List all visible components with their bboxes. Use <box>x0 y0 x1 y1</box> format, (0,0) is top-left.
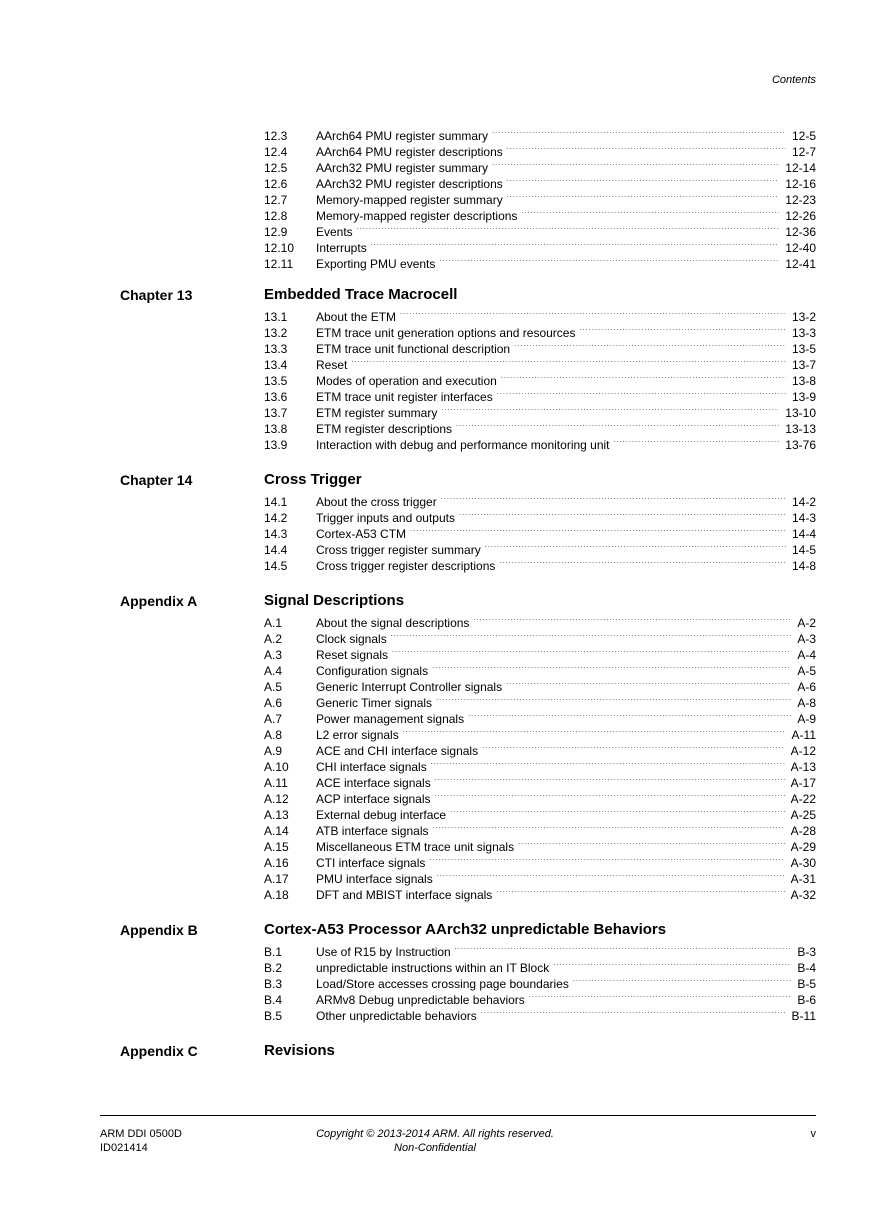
section-title: unpredictable instructions within an IT Block <box>316 961 550 975</box>
toc-entry[interactable] <box>264 988 816 1007</box>
section-title: ETM trace unit functional description <box>316 342 511 356</box>
toc-entry[interactable] <box>264 538 816 557</box>
dot-leader <box>437 867 785 883</box>
dot-leader <box>485 538 786 554</box>
section-page: A-6 <box>797 680 816 694</box>
section-number: 13.4 <box>264 358 288 372</box>
dot-leader <box>501 369 786 385</box>
toc-entry[interactable] <box>264 506 816 525</box>
section-page: A-25 <box>790 808 816 822</box>
footer-doc-ids <box>100 1127 182 1155</box>
toc-entry[interactable] <box>264 490 816 509</box>
running-header: Contents <box>771 74 816 86</box>
dot-leader <box>553 956 791 972</box>
section-page: A-11 <box>791 728 816 742</box>
section-number: A.15 <box>264 840 289 854</box>
section-title: Clock signals <box>316 632 387 646</box>
dot-leader <box>436 691 791 707</box>
section-title: Configuration signals <box>316 664 429 678</box>
toc-entry[interactable] <box>264 305 816 324</box>
dot-leader <box>450 803 785 819</box>
section-page: A-4 <box>797 648 816 662</box>
toc-entry[interactable] <box>264 803 816 822</box>
toc-entry[interactable] <box>264 417 816 436</box>
section-title: CHI interface signals <box>316 760 427 774</box>
section-page: 13-5 <box>791 342 816 356</box>
section-number: A.6 <box>264 696 283 710</box>
section-title: Load/Store accesses crossing page boundaries <box>316 977 569 991</box>
toc-entry[interactable] <box>264 972 816 991</box>
footer-divider <box>100 1115 816 1116</box>
section-page: A-29 <box>790 840 816 854</box>
section-title: Cross trigger register summary <box>316 543 481 557</box>
section-number: A.10 <box>264 760 289 774</box>
section-page: A-8 <box>797 696 816 710</box>
section-number: 13.6 <box>264 390 288 404</box>
section-title: PMU interface signals <box>316 872 433 886</box>
toc-entry[interactable] <box>264 252 816 271</box>
section-number: 12.9 <box>264 225 288 239</box>
section-number: 14.3 <box>264 527 288 541</box>
toc-entry[interactable] <box>264 220 816 239</box>
toc-entry[interactable] <box>264 787 816 806</box>
dot-leader <box>481 1004 786 1020</box>
section-number: 14.5 <box>264 559 288 573</box>
section-number: 13.8 <box>264 422 288 436</box>
section-title: Generic Interrupt Controller signals <box>316 680 503 694</box>
section-number: 12.10 <box>264 241 295 255</box>
chapter-title[interactable]: Revisions <box>264 1042 335 1059</box>
toc-entry[interactable] <box>264 1004 816 1023</box>
section-number: 14.1 <box>264 495 288 509</box>
section-page: 12-23 <box>785 193 816 207</box>
dot-leader <box>435 787 785 803</box>
section-number: 13.9 <box>264 438 288 452</box>
chapter-title[interactable]: Cross Trigger <box>264 471 362 488</box>
dot-leader <box>392 643 791 659</box>
section-page: 12-41 <box>785 257 816 271</box>
dot-leader <box>482 739 785 755</box>
section-title: Modes of operation and execution <box>316 374 497 388</box>
section-page: A-22 <box>790 792 816 806</box>
chapter-title[interactable]: Signal Descriptions <box>264 592 405 609</box>
section-title: Memory-mapped register summary <box>316 193 503 207</box>
section-title: CTI interface signals <box>316 856 426 870</box>
section-page: 13-7 <box>791 358 816 372</box>
dot-leader <box>456 417 779 433</box>
page-number: v <box>810 1128 816 1140</box>
section-number: A.17 <box>264 872 289 886</box>
toc-entry[interactable] <box>264 522 816 541</box>
section-number: B.3 <box>264 977 283 991</box>
dot-leader <box>357 220 780 236</box>
section-title: Interaction with debug and performance monitoring unit <box>316 438 610 452</box>
chapter-label: Chapter 13 <box>120 287 193 303</box>
section-page: 14-2 <box>791 495 816 509</box>
section-page: A-13 <box>790 760 816 774</box>
section-number: B.4 <box>264 993 283 1007</box>
section-page: 13-2 <box>791 310 816 324</box>
section-title: ACP interface signals <box>316 792 431 806</box>
section-page: 12-14 <box>785 161 816 175</box>
section-title: ETM register summary <box>316 406 438 420</box>
section-title: About the ETM <box>316 310 397 324</box>
doc-id: ARM DDI 0500D <box>100 1128 182 1140</box>
dot-leader <box>439 252 779 268</box>
dot-leader <box>492 124 786 140</box>
dot-leader <box>429 851 784 867</box>
section-number: 12.8 <box>264 209 288 223</box>
section-number: A.8 <box>264 728 283 742</box>
section-title: ATB interface signals <box>316 824 429 838</box>
section-number: A.2 <box>264 632 283 646</box>
section-number: A.4 <box>264 664 283 678</box>
section-page: 12-40 <box>785 241 816 255</box>
dot-leader <box>391 627 792 643</box>
dot-leader <box>499 554 786 570</box>
dot-leader <box>435 771 785 787</box>
toc-entry[interactable] <box>264 956 816 975</box>
section-number: A.3 <box>264 648 283 662</box>
toc-entry[interactable] <box>264 819 816 838</box>
dot-leader <box>514 337 786 353</box>
dot-leader <box>441 490 786 506</box>
dot-leader <box>496 883 784 899</box>
section-number: 12.6 <box>264 177 288 191</box>
section-number: 12.7 <box>264 193 288 207</box>
toc-entry[interactable] <box>264 739 816 758</box>
section-number: A.13 <box>264 808 289 822</box>
section-title: AArch64 PMU register summary <box>316 129 489 143</box>
dot-leader <box>403 723 786 739</box>
dot-leader <box>529 988 792 1004</box>
dot-leader <box>507 172 780 188</box>
dot-leader <box>614 433 780 449</box>
dot-leader <box>459 506 786 522</box>
section-page: 12-36 <box>785 225 816 239</box>
toc-entry[interactable] <box>264 172 816 191</box>
section-page: A-31 <box>790 872 816 886</box>
section-page: A-5 <box>797 664 816 678</box>
dot-leader <box>410 522 786 538</box>
section-title: Cross trigger register descriptions <box>316 559 496 573</box>
section-number: 12.4 <box>264 145 288 159</box>
section-page: 13-13 <box>785 422 816 436</box>
section-page: 14-3 <box>791 511 816 525</box>
section-number: 13.2 <box>264 326 288 340</box>
section-number: 13.5 <box>264 374 288 388</box>
section-number: A.12 <box>264 792 289 806</box>
section-page: B-5 <box>797 977 816 991</box>
section-number: A.1 <box>264 616 283 630</box>
toc-entry[interactable] <box>264 204 816 223</box>
section-page: 13-8 <box>791 374 816 388</box>
section-number: 14.4 <box>264 543 288 557</box>
section-page: A-2 <box>797 616 816 630</box>
section-title: Exporting PMU events <box>316 257 436 271</box>
toc-entry[interactable] <box>264 707 816 726</box>
section-page: A-9 <box>797 712 816 726</box>
section-page: 12-7 <box>791 145 816 159</box>
section-title: ETM trace unit register interfaces <box>316 390 493 404</box>
section-page: 13-9 <box>791 390 816 404</box>
dot-leader <box>521 204 779 220</box>
chapter-label: Appendix C <box>120 1043 198 1059</box>
section-title: Memory-mapped register descriptions <box>316 209 518 223</box>
section-page: B-3 <box>797 945 816 959</box>
section-page: 14-5 <box>791 543 816 557</box>
toc-entry[interactable] <box>264 867 816 886</box>
section-page: 12-26 <box>785 209 816 223</box>
section-number: A.9 <box>264 744 283 758</box>
section-title: Cortex-A53 CTM <box>316 527 407 541</box>
toc-entry[interactable] <box>264 675 816 694</box>
dot-leader <box>431 755 785 771</box>
toc-entry[interactable] <box>264 188 816 207</box>
section-page: A-12 <box>790 744 816 758</box>
dot-leader <box>497 385 786 401</box>
toc-entry[interactable] <box>264 385 816 404</box>
section-page: B-11 <box>791 1009 816 1023</box>
chapter-label: Chapter 14 <box>120 472 193 488</box>
toc-entry[interactable] <box>264 771 816 790</box>
toc-entry[interactable] <box>264 691 816 710</box>
section-title: About the cross trigger <box>316 495 437 509</box>
toc-entry[interactable] <box>264 940 816 959</box>
section-page: 12-16 <box>785 177 816 191</box>
toc-entry[interactable] <box>264 337 816 356</box>
toc-entry[interactable] <box>264 723 816 742</box>
section-title: Interrupts <box>316 241 367 255</box>
dot-leader <box>518 835 785 851</box>
dot-leader <box>400 305 786 321</box>
toc-entry[interactable] <box>264 883 816 902</box>
dot-leader <box>473 611 791 627</box>
toc-entry[interactable] <box>264 156 816 175</box>
dot-leader <box>579 321 785 337</box>
confidentiality-notice: Non-Confidential <box>394 1142 476 1154</box>
section-title: ETM trace unit generation options and resources <box>316 326 576 340</box>
section-number: 12.5 <box>264 161 288 175</box>
toc-entry[interactable] <box>264 554 816 573</box>
section-title: ACE interface signals <box>316 776 431 790</box>
dot-leader <box>371 236 780 252</box>
issue-id: ID021414 <box>100 1142 148 1154</box>
footer-legal <box>280 1127 590 1155</box>
section-title: ACE and CHI interface signals <box>316 744 479 758</box>
toc-entry[interactable] <box>264 236 816 255</box>
section-title: Use of R15 by Instruction <box>316 945 451 959</box>
section-title: Reset signals <box>316 648 389 662</box>
chapter-label: Appendix A <box>120 593 198 609</box>
dot-leader <box>507 188 780 204</box>
section-title: L2 error signals <box>316 728 399 742</box>
section-title: Power management signals <box>316 712 465 726</box>
section-title: Other unpredictable behaviors <box>316 1009 477 1023</box>
section-title: Generic Timer signals <box>316 696 433 710</box>
section-page: B-4 <box>797 961 816 975</box>
toc-entry[interactable] <box>264 433 816 452</box>
section-title: AArch32 PMU register summary <box>316 161 489 175</box>
toc-entry[interactable] <box>264 835 816 854</box>
section-page: A-17 <box>790 776 816 790</box>
section-page: B-6 <box>797 993 816 1007</box>
section-number: 13.3 <box>264 342 288 356</box>
toc-entry[interactable] <box>264 353 816 372</box>
section-title: AArch32 PMU register descriptions <box>316 177 503 191</box>
dot-leader <box>468 707 791 723</box>
section-number: 12.3 <box>264 129 288 143</box>
chapter-title[interactable]: Embedded Trace Macrocell <box>264 286 458 303</box>
toc-entry[interactable] <box>264 369 816 388</box>
section-number: 13.1 <box>264 310 288 324</box>
section-page: 14-4 <box>791 527 816 541</box>
section-title: Events <box>316 225 353 239</box>
dot-leader <box>507 140 786 156</box>
dot-leader <box>441 401 779 417</box>
toc-entry[interactable] <box>264 124 816 143</box>
section-title: Reset <box>316 358 348 372</box>
dot-leader <box>432 659 791 675</box>
section-title: About the signal descriptions <box>316 616 470 630</box>
section-title: Trigger inputs and outputs <box>316 511 455 525</box>
section-number: A.11 <box>264 776 288 790</box>
toc-entry[interactable] <box>264 643 816 662</box>
section-page: 13-76 <box>785 438 816 452</box>
toc-entry[interactable] <box>264 755 816 774</box>
section-page: A-30 <box>790 856 816 870</box>
section-number: B.2 <box>264 961 283 975</box>
dot-leader <box>433 819 785 835</box>
section-number: A.18 <box>264 888 289 902</box>
section-number: 14.2 <box>264 511 288 525</box>
section-title: DFT and MBIST interface signals <box>316 888 493 902</box>
toc-entry[interactable] <box>264 659 816 678</box>
section-page: 14-8 <box>791 559 816 573</box>
section-number: 12.11 <box>264 257 294 271</box>
section-page: 12-5 <box>791 129 816 143</box>
dot-leader <box>506 675 791 691</box>
section-number: 13.7 <box>264 406 288 420</box>
toc-entry[interactable] <box>264 851 816 870</box>
section-number: A.14 <box>264 824 289 838</box>
toc-entry[interactable] <box>264 401 816 420</box>
section-title: Miscellaneous ETM trace unit signals <box>316 840 515 854</box>
section-title: ARMv8 Debug unpredictable behaviors <box>316 993 525 1007</box>
section-page: 13-3 <box>791 326 816 340</box>
section-page: A-28 <box>790 824 816 838</box>
toc-entry[interactable] <box>264 627 816 646</box>
section-page: 13-10 <box>785 406 816 420</box>
section-page: A-3 <box>797 632 816 646</box>
copyright-notice: Copyright © 2013-2014 ARM. All rights reserved. <box>316 1128 554 1140</box>
section-number: A.16 <box>264 856 289 870</box>
section-number: A.7 <box>264 712 283 726</box>
toc-entry[interactable] <box>264 611 816 630</box>
dot-leader <box>455 940 792 956</box>
section-title: AArch64 PMU register descriptions <box>316 145 503 159</box>
chapter-title[interactable]: Cortex-A53 Processor AArch32 unpredictable Behaviors <box>264 921 667 938</box>
dot-leader <box>573 972 791 988</box>
section-number: A.5 <box>264 680 283 694</box>
toc-entry[interactable] <box>264 140 816 159</box>
dot-leader <box>492 156 779 172</box>
section-number: B.1 <box>264 945 283 959</box>
section-page: A-32 <box>790 888 816 902</box>
chapter-label: Appendix B <box>120 922 198 938</box>
dot-leader <box>351 353 786 369</box>
section-title: External debug interface <box>316 808 447 822</box>
toc-entry[interactable] <box>264 321 816 340</box>
section-title: ETM register descriptions <box>316 422 453 436</box>
section-number: B.5 <box>264 1009 283 1023</box>
